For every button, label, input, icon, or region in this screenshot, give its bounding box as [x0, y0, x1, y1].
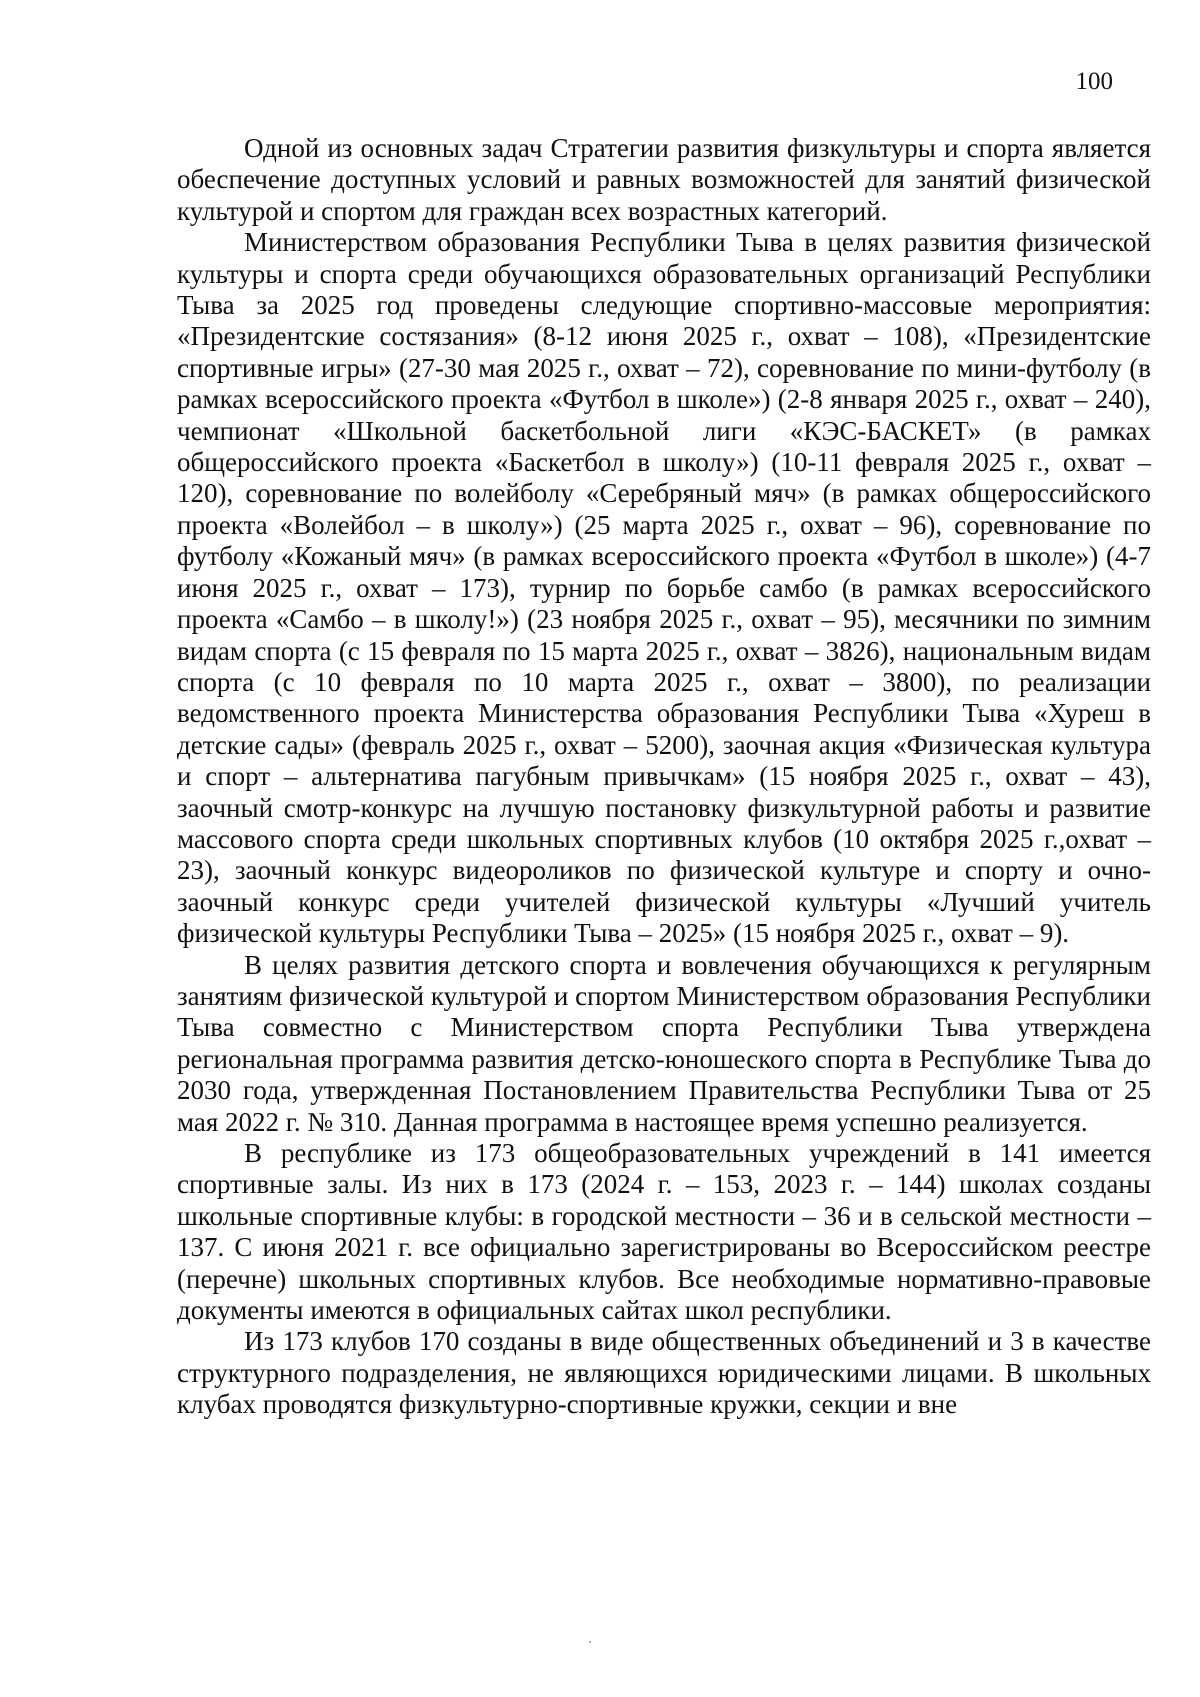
- page-number: 100: [1075, 68, 1113, 95]
- body-text: [177, 133, 1151, 1421]
- paragraph-club-structure: Из 173 клубов 170 созданы в виде общественных объединений и 3 в качестве структурного подразделения, не являющихся юридическими лицами. В школьных клубах проводятся физкультурно-спортивные кружки, секции и вне: [177, 1326, 1151, 1420]
- scan-dot: [589, 1641, 591, 1643]
- paragraph-strategy-task: Одной из основных задач Стратегии развития физкультуры и спорта является обеспечение доступных условий и равных возможностей для занятий физической культурой и спортом для граждан всех возрастных категорий.: [177, 133, 1151, 226]
- paragraph-school-clubs: В республике из 173 общеобразовательных учреждений в 141 имеется спортивные залы. Из них в 173 (2024 г. – 153, 2023 г. – 144) школах созданы школьные спортивные клубы: в городской местности – 36 и в сельской местности – 137. С июня 2021 г. все официально зарегистрированы во Всероссийском реестре (перечне) школьных спортивных клубов. Все необходимые нормативно-правовые документы имеются в официальных сайтах школ республики.: [177, 1138, 1151, 1326]
- paragraph-regional-program: В целях развития детского спорта и вовлечения обучающихся к регулярным занятиям физической культурой и спортом Министерством образования Республики Тыва совместно с Министерством спорта Республики Тыва утверждена региональная программа развития детско-юношеского спорта в Республике Тыва до 2030 года, утвержденная Постановлением Правительства Республики Тыва от 25 мая 2022 г. № 310. Данная программа в настоящее время успешно реализуется.: [177, 949, 1151, 1137]
- paragraph-sport-events: Министерством образования Республики Тыва в целях развития физической культуры и спорта среди обучающихся образовательных организаций Республики Тыва за 2025 год проведены следующие спортивно-массовые мероприятия: «Президентские состязания» (8-12 июня 2025 г., охват – 108), «Президентские спортивные игры» (27-30 мая 2025 г., охват – 72), соревнование по мини-футболу (в рамках всероссийского проекта «Футбол в школе») (2-8 января 2025 г., охват – 240), чемпионат «Школьной баскетбольной лиги «КЭС-БАСКЕТ» (в рамках общероссийского проекта «Баскетбол в школу») (10-11 февраля 2025 г., охват – 120), соревнование по волейболу «Серебряный мяч» (в рамках общероссийского проекта «Волейбол – в школу») (25 марта 2025 г., охват – 96), соревнование по футболу «Кожаный мяч» (в рамках всероссийского проекта «Футбол в школе») (4-7 июня 2025 г., охват – 173), турнир по борьбе самбо (в рамках всероссийского проекта «Самбо – в школу!») (23 ноября 2025 г., охват – 95), месячники по зимним видам спорта (с 15 февраля по 15 марта 2025 г., охват – 3826), национальным видам спорта (с 10 февраля по 10 марта 2025 г., охват – 3800), по реализации ведомственного проекта Министерства образования Республики Тыва «Хуреш в детские сады» (февраль 2025 г., охват – 5200), заочная акция «Физическая культура и спорт – альтернатива пагубным привычкам» (15 ноября 2025 г., охват – 43), заочный смотр-конкурс на лучшую постановку физкультурной работы и развитие массового спорта среди школьных спортивных клубов (10 октября 2025 г.,охват – 23), заочный конкурс видеороликов по физической культуре и спорту и очно-заочный конкурс среди учителей физической культуры «Лучший учитель физической культуры Республики Тыва – 2025» (15 ноября 2025 г., охват – 9).: [177, 227, 1151, 949]
